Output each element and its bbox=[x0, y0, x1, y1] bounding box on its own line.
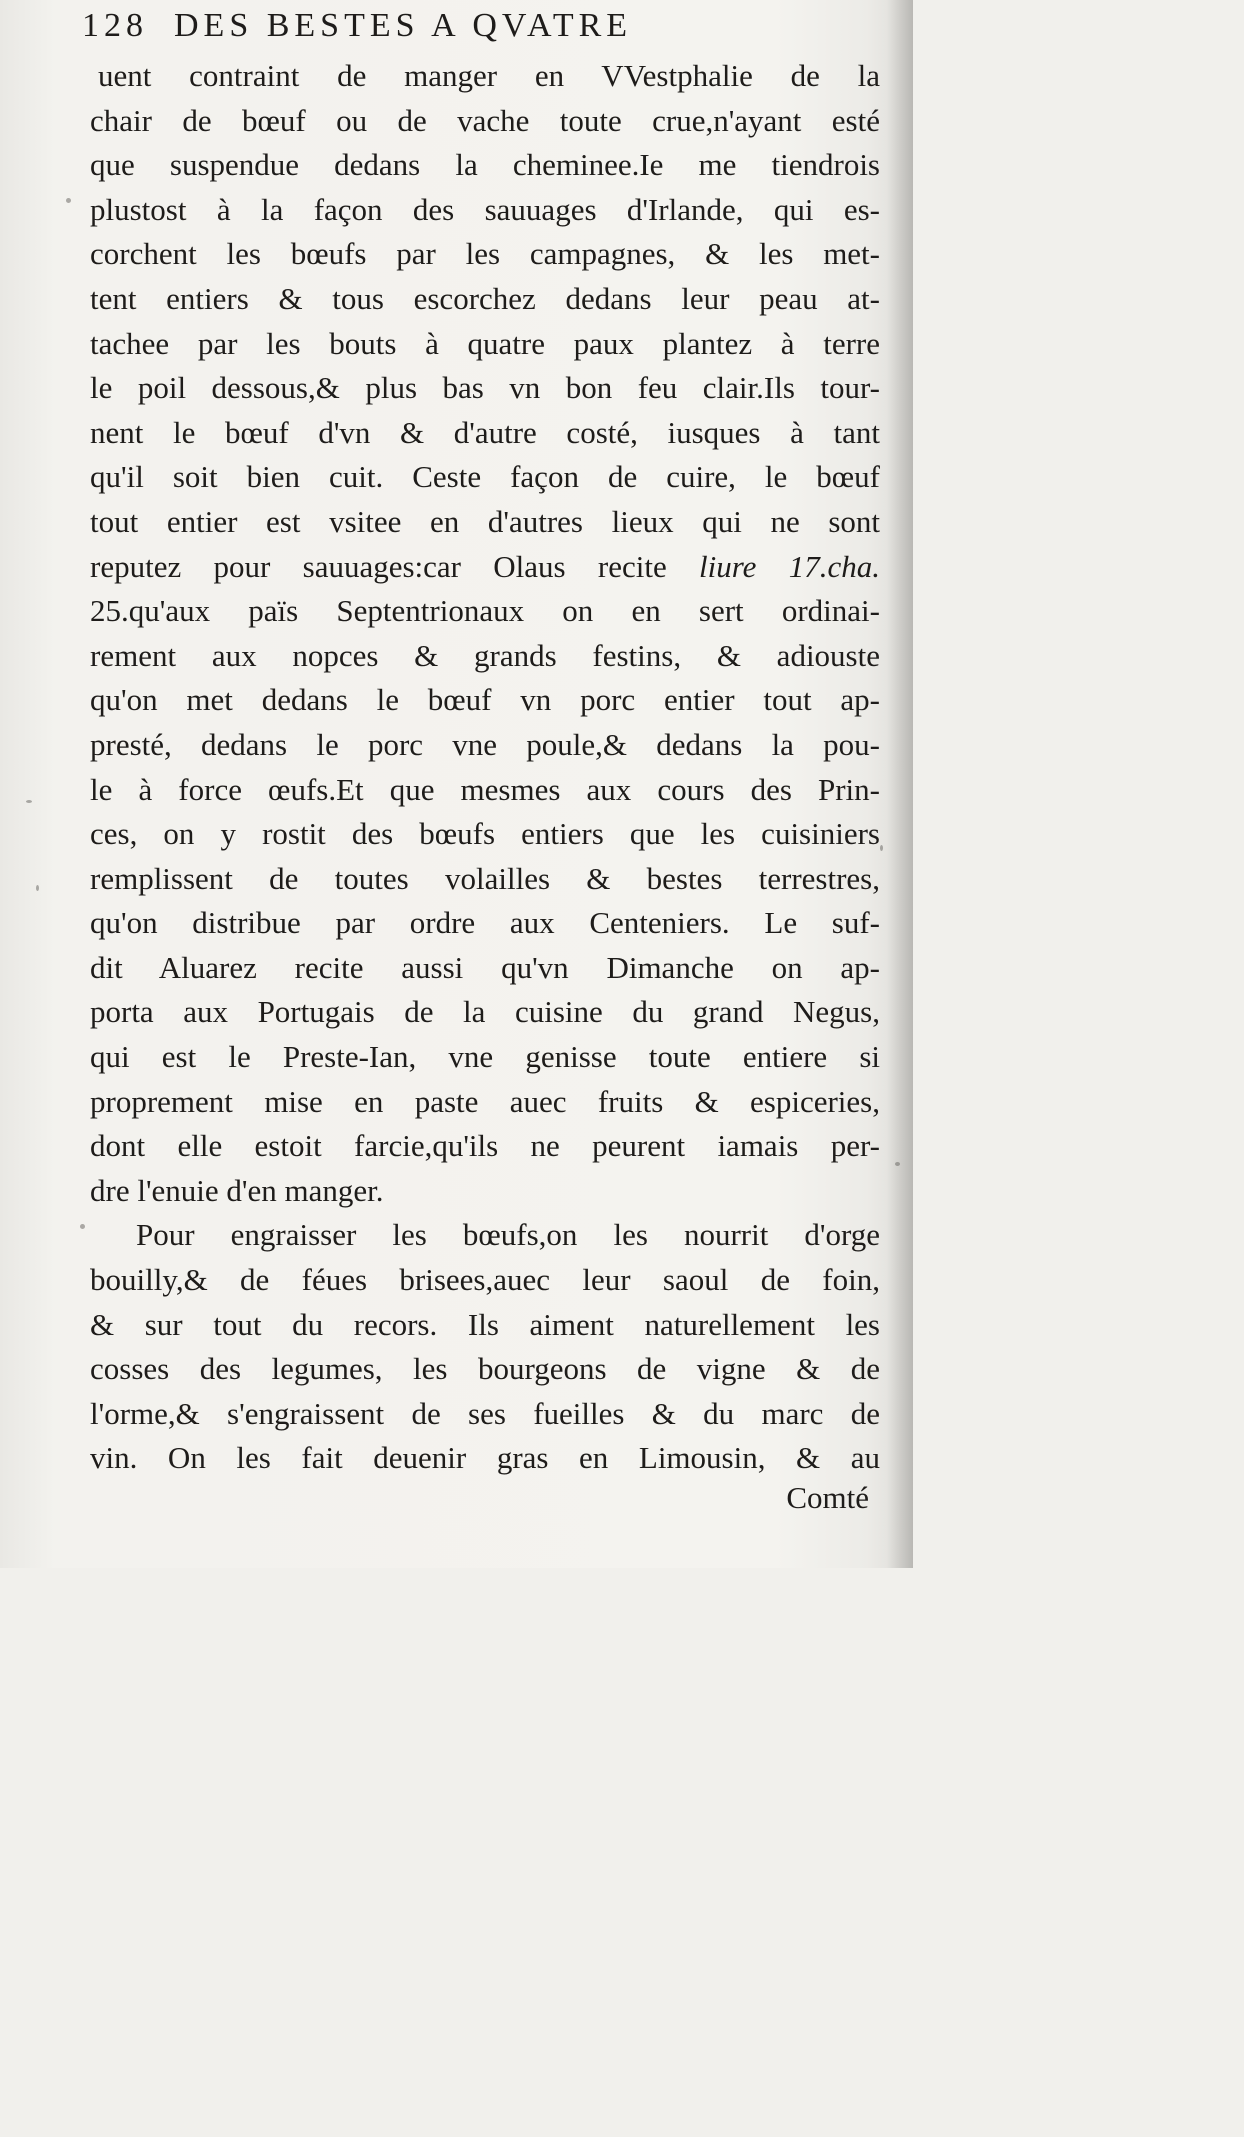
catchword: Comté bbox=[786, 1480, 869, 1515]
text-line: & sur tout du recors. Ils aiment naturellement les bbox=[90, 1306, 880, 1342]
text-line: le poil dessous,& plus bas vn bon feu clair.Ils tour- bbox=[90, 370, 880, 406]
text-line: dit Aluarez recite aussi qu'vn Dimanche on ap- bbox=[90, 949, 880, 985]
text-line-with-reference bbox=[90, 545, 880, 590]
paper-speck bbox=[880, 845, 883, 851]
text-line: remplissent de toutes volailles & bestes terrestres, bbox=[90, 860, 880, 896]
text-line: qui est le Preste-Ian, vne genisse toute entiere si bbox=[90, 1039, 880, 1075]
paper-speck bbox=[66, 198, 71, 203]
paper-speck bbox=[80, 1224, 85, 1229]
text-line: uent contraint de manger en VVestphalie de la bbox=[98, 58, 880, 93]
body-text bbox=[90, 54, 880, 1481]
text-line: qu'on distribue par ordre aux Centeniers. Le suf- bbox=[90, 905, 880, 941]
text-line: tout entier est vsitee en d'autres lieux qui ne sont bbox=[90, 503, 880, 539]
paper-speck bbox=[895, 1162, 900, 1166]
text-line: proprement mise en paste auec fruits & espiceries, bbox=[90, 1083, 880, 1119]
text-line: 25.qu'aux païs Septentrionaux on en sert ordinai- bbox=[90, 593, 880, 629]
text-line: rement aux nopces & grands festins, & adiouste bbox=[90, 637, 880, 673]
text-line: ces, on y rostit des bœufs entiers que les cuisiniers bbox=[90, 816, 880, 852]
text-line: vin. On les fait deuenir gras en Limousin, & au bbox=[90, 1440, 880, 1476]
running-title: DES BESTES A QVATRE bbox=[174, 7, 633, 44]
text-line: nent le bœuf d'vn & d'autre costé, iusques à tant bbox=[90, 414, 880, 450]
running-header bbox=[82, 4, 802, 48]
text-line: porta aux Portugais de la cuisine du grand Negus, bbox=[90, 994, 880, 1030]
text-line: que suspendue dedans la cheminee.Ie me tiendrois bbox=[90, 147, 880, 183]
text-line: plustost à la façon des sauuages d'Irlande, qui es- bbox=[90, 191, 880, 227]
paragraph-end-line: dre l'enuie d'en manger. bbox=[90, 1172, 384, 1208]
text-line-segment: reputez pour sauuages:car Olaus recite bbox=[90, 548, 667, 584]
text-line: cosses des legumes, les bourgeons de vigne & de bbox=[90, 1351, 880, 1387]
text-line: tachee par les bouts à quatre paux plantez à terre bbox=[90, 325, 880, 361]
text-line: le à force œufs.Et que mesmes aux cours des Prin- bbox=[90, 771, 880, 807]
text-line: qu'il soit bien cuit. Ceste façon de cuire, le bœuf bbox=[90, 459, 880, 495]
text-line: presté, dedans le porc vne poule,& dedans la pou- bbox=[90, 726, 880, 762]
text-line: tent entiers & tous escorchez dedans leur peau at- bbox=[90, 280, 880, 316]
paragraph-start-line: Pour engraisser les bœufs,on les nourrit d'orge bbox=[136, 1217, 880, 1253]
text-line: qu'on met dedans le bœuf vn porc entier tout ap- bbox=[90, 682, 880, 718]
page-gutter-shadow bbox=[887, 0, 913, 1568]
paper-speck bbox=[36, 885, 39, 891]
text-line: chair de bœuf ou de vache toute crue,n'ayant esté bbox=[90, 102, 880, 138]
marginal-reference: liure 17.cha. bbox=[699, 548, 880, 584]
page-number: 128 bbox=[82, 7, 148, 44]
paper-speck bbox=[26, 800, 32, 803]
text-line: bouilly,& de féues brisees,auec leur saoul de foin, bbox=[90, 1262, 880, 1298]
text-line: l'orme,& s'engraissent de ses fueilles & du marc de bbox=[90, 1395, 880, 1431]
text-line: corchent les bœufs par les campagnes, & les met- bbox=[90, 236, 880, 272]
text-line: dont elle estoit farcie,qu'ils ne peurent iamais per- bbox=[90, 1128, 880, 1164]
